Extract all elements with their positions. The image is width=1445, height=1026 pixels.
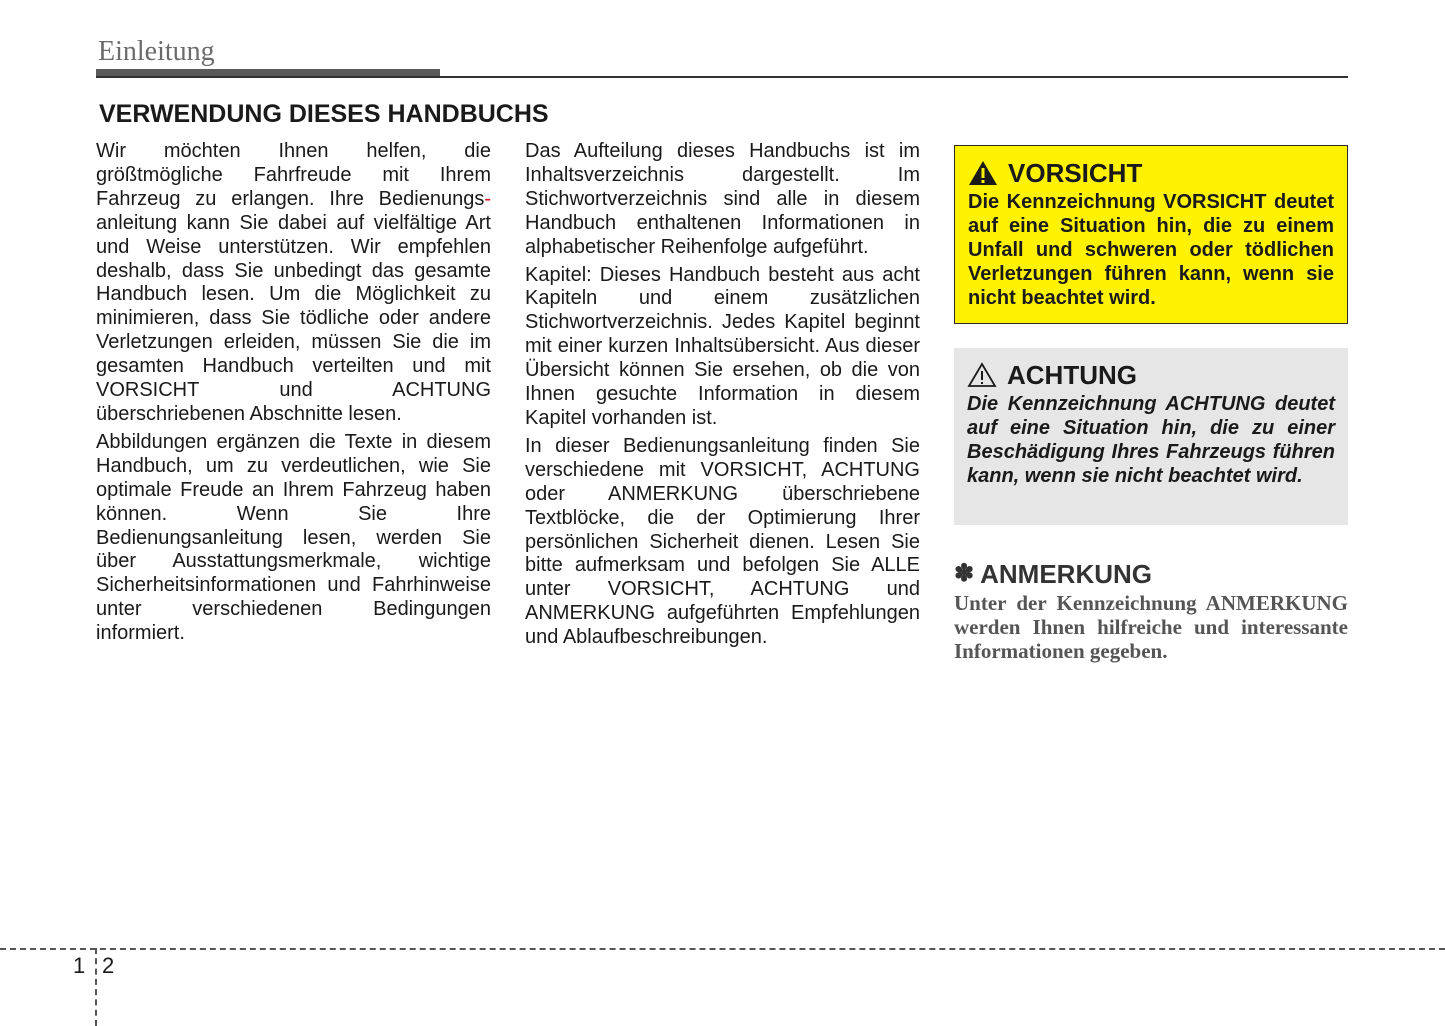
- header-rule-thin: [96, 76, 1348, 78]
- column2-paragraph-1: Das Aufteilung dieses Handbuchs ist im Inhaltsverzeichnis dargestellt. Im Stichwortverzeichnis sind alle in diesem Handbuch enthaltenen Informationen in alphabetischer Reihenfolge aufgeführt.: [525, 140, 920, 258]
- column1-paragraph-2: Abbildungen ergänzen die Texte in diesem Handbuch, um zu verdeutlichen, wie Sie optimale Freude an Ihrem Fahrzeug haben können. Wenn Sie Ihre Bedienungsanleitung lesen, werden Sie über Ausstattungsmerkmale, wichtige Sicherheitsinformationen und Fahrhinweise unter verschiedenen Bedingungen informiert.: [96, 430, 491, 645]
- column2-paragraph-2: Kapitel: Dieses Handbuch besteht aus acht Kapiteln und einem zusätzlichen Stichwortverzeichnis. Jedes Kapitel beginnt mit einer kurzen Inhaltsübersicht. Aus dieser Übersicht können Sie ersehen, ob die von Ihnen gesuchte Information in diesem Kapitel vorhanden ist.: [525, 263, 920, 429]
- notice-text: Die Kennzeichnung ACHTUNG deutet auf eine Situation hin, die zu einer Beschädigung Ihres Fahrzeugs führen kann, wenn sie nicht beachtet wird.: [967, 393, 1335, 487]
- warning-triangle-outline-icon: [967, 362, 997, 388]
- note-block: [954, 559, 1348, 663]
- text-column-3: [954, 145, 1348, 667]
- notice-title-row: [967, 360, 1335, 390]
- page-number: 2: [102, 953, 115, 978]
- column1-paragraph-1: [96, 140, 491, 427]
- caution-box: [954, 145, 1348, 324]
- asterisk-icon: ✽: [954, 560, 975, 587]
- caution-title: VORSICHT: [1008, 158, 1143, 188]
- warning-triangle-filled-icon: [968, 160, 998, 186]
- caution-text: Die Kennzeichnung VORSICHT deutet auf eine Situation hin, die zu einem Unfall und schweren oder tödlichen Verletzungen führen kann, wenn sie nicht beachtet wird.: [968, 191, 1334, 309]
- chapter-number: 1: [73, 953, 86, 978]
- footer-dashed-divider: [95, 948, 97, 1026]
- notice-title: ACHTUNG: [1007, 360, 1137, 390]
- note-text: Unter der Kennzeichnung ANMERKUNG werden Ihnen hilfreiche und interessante Informationen gegeben.: [954, 591, 1348, 663]
- notice-box: [954, 348, 1348, 525]
- note-title: ANMERKUNG: [980, 559, 1152, 589]
- column1-paragraph-1-part-a: Wir möchten Ihnen helfen, die größtmögliche Fahrfreude mit Ihrem Fahrzeug zu erlangen. Ihre Bedienungs: [96, 140, 491, 210]
- note-title-row: [954, 559, 1348, 589]
- column1-paragraph-1-part-b: anleitung kann Sie dabei auf vielfältige Art und Weise unterstützen. Wir empfehlen deshalb, dass Sie unbedingt das gesamte Handbuch lesen. Um die Möglichkeit zu minimieren, dass Sie tödliche oder andere Verletzungen erleiden, müssen Sie die im gesamten Handbuch verteilten und mit VORSICHT und ACHTUNG überschriebenen Abschnitte lesen.: [96, 211, 491, 425]
- caution-title-row: [968, 158, 1334, 188]
- column2-paragraph-3: In dieser Bedienungsanleitung finden Sie verschiedene mit VORSICHT, ACHTUNG oder ANMERKUNG überschriebene Textblöcke, die der Optimierung Ihrer persönlichen Sicherheit dienen. Lesen Sie bitte aufmerksam und befolgen Sie ALLE unter VORSICHT, ACHTUNG und ANMERKUNG aufgeführten Empfehlungen und Ablaufbeschreibungen.: [525, 434, 920, 649]
- text-column-1: [96, 140, 491, 650]
- running-header-title: Einleitung: [98, 36, 215, 67]
- section-heading: VERWENDUNG DIESES HANDBUCHS: [99, 100, 549, 128]
- hyphen-mark: -: [484, 187, 491, 210]
- footer-dashed-rule: [0, 948, 1445, 950]
- text-column-2: [525, 140, 920, 654]
